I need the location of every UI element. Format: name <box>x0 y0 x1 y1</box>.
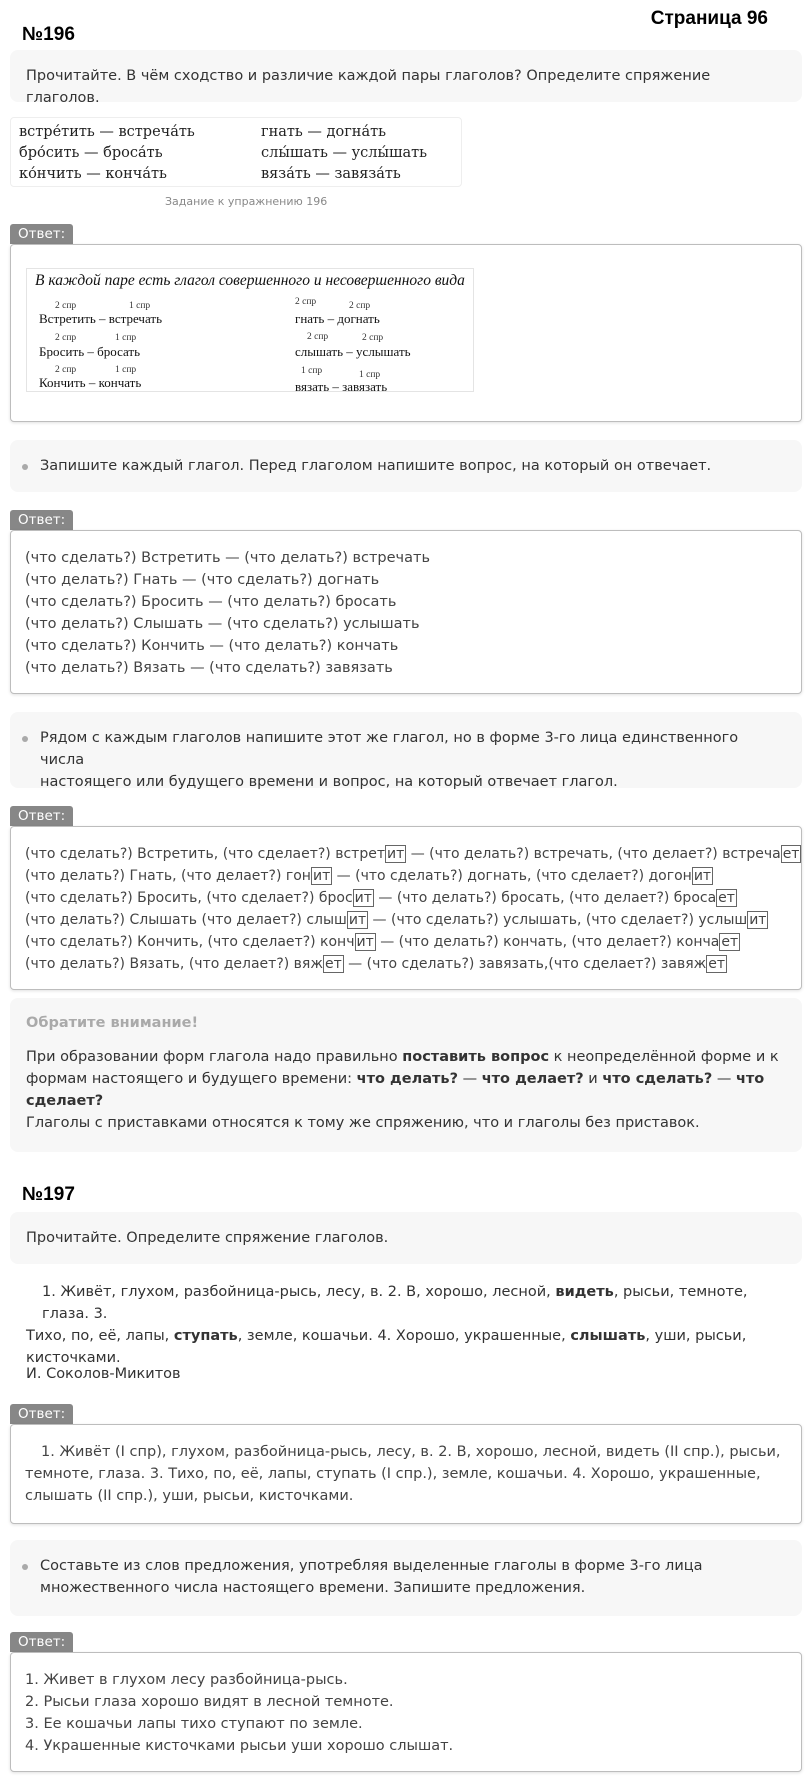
answer-line: (что сделать?) Кончить, (что сделает?) конч ит — (что делать?) кончать, (что делает?) конча ет <box>25 934 739 950</box>
answer-line: (что сделать?) Бросить, (что сделает?) брос ит — (что делать?) бросать, (что делает?) броса ет <box>25 890 735 906</box>
answer-line: (что делать?) Слышать — (что сделать?) услышать <box>25 616 420 632</box>
verb-pairs-table <box>10 117 462 187</box>
ending-box: ит <box>749 912 767 928</box>
answer-line: (что сделать?) Кончить — (что делать?) кончать <box>25 638 399 654</box>
answer-line: 3. Ее кошачьи лапы тихо ступают по земле. <box>25 1716 363 1732</box>
answer-label: Ответ: <box>10 1404 73 1424</box>
answer-label: Ответ: <box>10 1632 73 1652</box>
exercise-196-task-3 <box>10 712 802 788</box>
table-caption: Задание к упражнению 196 <box>165 195 328 208</box>
conj-mark: 2 спр <box>349 301 371 311</box>
attention-note <box>10 998 802 1152</box>
answer-line: (что сделать?) Бросить — (что делать?) бросать <box>25 594 397 610</box>
answer-box-2 <box>10 530 802 694</box>
ending-box: ет <box>708 956 726 972</box>
answer-line: слышать (II спр.), уши, рысьи, кисточками. <box>25 1488 354 1504</box>
ending-box: ет <box>782 846 800 862</box>
conj-mark: 1 спр <box>115 333 137 343</box>
answer-line: 4. Украшенные кисточками рысьи уши хорошо слышат. <box>25 1738 454 1754</box>
task-text: Прочитайте. Определите спряжение глаголов. <box>26 1230 389 1246</box>
answer-line: (что делать?) Гнать — (что сделать?) догнать <box>25 572 380 588</box>
verb-pair: вяза́ть — завяза́ть <box>261 166 401 182</box>
verb-pair: встре́тить — встреча́ть <box>19 124 195 140</box>
answer-line: 2. Рысьи глаза хорошо видят в лесной темноте. <box>25 1694 394 1710</box>
ending-box: ит <box>693 868 712 884</box>
task-text: множественного числа настоящего времени. Запишите предложения. <box>40 1580 586 1596</box>
scan-row: Встретить – встречать <box>39 311 162 326</box>
conj-mark: 2 спр <box>55 365 77 375</box>
verb-pair: слы́шать — услы́шать <box>261 145 428 161</box>
exercise-197-text <box>26 1281 796 1369</box>
conj-mark: 1 спр <box>115 365 137 375</box>
exercise-197-task-2 <box>10 1540 802 1616</box>
exercise-197-number: №197 <box>22 1184 75 1205</box>
text-line: кисточками. <box>26 1350 121 1366</box>
ending-box: ит <box>354 890 372 906</box>
answer-line: (что сделать?) Встретить — (что делать?) встречать <box>25 550 430 566</box>
ending-box: ит <box>356 934 374 950</box>
scan-row: Кончить – кончать <box>39 375 142 390</box>
scan-heading: В каждой паре есть глагол совершенного и несовершенного вида <box>35 272 465 289</box>
task-text: Составьте из слов предложения, употребляя выделенные глаголы в форме 3-го лица <box>40 1558 703 1574</box>
answer-scan-image <box>26 268 474 392</box>
scan-row: Бросить – бросать <box>39 344 141 359</box>
author-name: И. Соколов-Микитов <box>26 1366 181 1382</box>
scan-row: слышать – услышать <box>295 344 411 359</box>
answer-label: Ответ: <box>10 806 73 826</box>
conj-mark: 2 спр <box>362 333 384 343</box>
ending-box: ет <box>718 890 735 906</box>
exercise-196-task <box>10 50 802 106</box>
ending-box: ет <box>324 956 342 972</box>
task-text: Запишите каждый глагол. Перед глаголом напишите вопрос, на который он отвечает. <box>40 458 712 474</box>
answer-box-4 <box>10 1424 802 1524</box>
answer-line: (что делать?) Гнать, (что делает?) гон ит — (что сделать?) догнать, (что сделает?) догон ит <box>25 868 712 884</box>
conj-mark: 2 спр <box>295 297 317 307</box>
note-line: При образовании форм глагола надо правильно поставить вопрос к неопределённой форме и к <box>26 1049 779 1065</box>
conj-mark: 2 спр <box>55 333 77 343</box>
verb-pair: гнать — догна́ть <box>261 124 387 140</box>
conj-mark: 1 спр <box>301 366 323 376</box>
task-text: Рядом с каждым глаголов напишите этот же глагол, но в форме 3-го лица единственного числа <box>40 730 739 768</box>
ending-box: ит <box>312 868 331 884</box>
note-line: формам настоящего и будущего времени: что делать? — что делает? и что сделать? — что <box>26 1071 765 1087</box>
note-title: Обратите внимание! <box>26 1015 199 1031</box>
answer-line: (что делать?) Вязать, (что делает?) вяж ет — (что сделать?) завязать,(что сделает?) завяж ет <box>25 956 726 972</box>
answer-line: темноте, глаза. 3. Тихо, по, её, лапы, ступать (I спр.), земле, кошачьи. 4. Хорошо, украшенные, <box>25 1466 761 1482</box>
ending-box: ит <box>348 912 367 928</box>
scan-row: гнать – догнать <box>295 311 380 326</box>
answer-line: (что сделать?) Встретить, (что сделает?) встрет ит — (что делать?) встречать, (что делает?) встреча ет <box>25 846 800 862</box>
task-text: настоящего или будущего времени и вопрос, на который отвечает глагол. <box>40 774 618 790</box>
answer-line: 1. Живёт (I спр), глухом, разбойница-рысь, лесу, в. 2. В, хорошо, лесной, видеть (II спр.), рысьи, <box>41 1444 781 1460</box>
answer-box-5 <box>10 1652 802 1772</box>
answer-line: (что делать?) Слышать (что делает?) слыш ит — (что сделать?) услышать, (что сделает?) услыш ит <box>25 912 767 928</box>
answer-box-3 <box>10 826 802 990</box>
conj-mark: 1 спр <box>129 301 151 311</box>
verb-pair: бро́сить — броса́ть <box>19 145 163 161</box>
ending-box: ет <box>721 934 739 950</box>
note-line: Глаголы с приставками относятся к тому же спряжению, что и глаголы без приставок. <box>26 1115 700 1131</box>
task-text: Прочитайте. В чём сходство и различие каждой пары глаголов? Определите спряжение глаголов. <box>26 68 711 106</box>
conj-mark: 2 спр <box>307 332 329 342</box>
text-line: Тихо, по, её, лапы, ступать, земле, кошачьи. 4. Хорошо, украшенные, слышать, уши, рысьи, <box>26 1328 747 1344</box>
page-number: Страница 96 <box>650 8 768 29</box>
answer-label: Ответ: <box>10 510 73 530</box>
exercise-196-task-2 <box>10 440 802 492</box>
conj-mark: 2 спр <box>55 301 77 311</box>
note-line: сделает? <box>26 1093 104 1109</box>
answer-line: (что делать?) Вязать — (что сделать?) завязать <box>25 660 393 676</box>
exercise-197-task <box>10 1212 802 1264</box>
ending-box: ит <box>386 846 405 862</box>
conj-mark: 1 спр <box>359 370 381 380</box>
answer-label: Ответ: <box>10 224 73 244</box>
scan-row: вязать – завязать <box>295 379 388 394</box>
exercise-196-number: №196 <box>22 24 75 45</box>
text-line: 1. Живёт, глухом, разбойница-рысь, лесу, в. 2. В, хорошо, лесной, видеть, рысьи, темноте, глаза. 3. <box>42 1284 748 1322</box>
answer-line: 1. Живет в глухом лесу разбойница-рысь. <box>25 1672 348 1688</box>
verb-pair: ко́нчить — конча́ть <box>19 166 167 182</box>
